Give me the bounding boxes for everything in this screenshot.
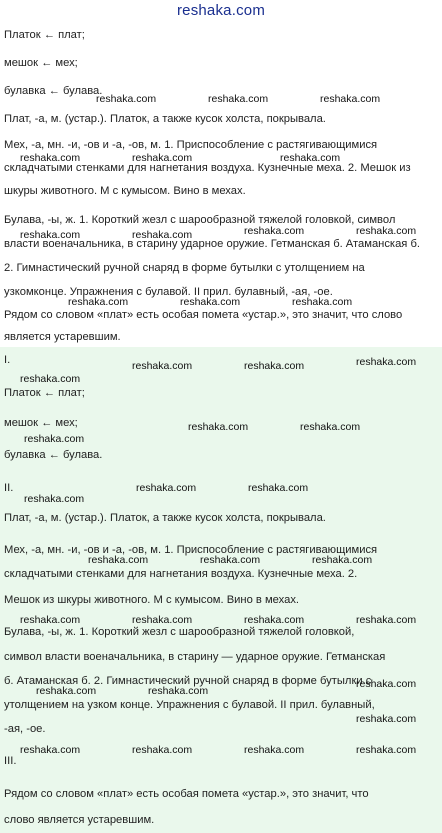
watermark: reshaka.com <box>188 421 249 433</box>
text-line: является устаревшим. <box>4 331 121 343</box>
watermark: reshaka.com <box>356 225 417 237</box>
watermark: reshaka.com <box>244 360 305 372</box>
text-line: узкомконце. Упражнения с булавой. II прил. булавный, -ая, -ое. <box>4 286 333 298</box>
text-line: складчатыми стенками для нагнетания воздуха. Кузнечные меха. 2. <box>4 568 358 580</box>
text-line: Булава, -ы, ж. 1. Короткий жезл с шарообразной тяжелой головкой, символ <box>4 214 396 226</box>
watermark: reshaka.com <box>136 482 197 494</box>
watermark: reshaka.com <box>280 152 341 164</box>
solution-section <box>0 347 442 833</box>
text-line: складчатыми стенками для нагнетания воздуха. Кузнечные меха. 2. Мешок из <box>4 162 411 174</box>
watermark: reshaka.com <box>20 229 81 241</box>
watermark: reshaka.com <box>248 482 309 494</box>
text-line: 2. Гимнастический ручной снаряд в форме бутылки с утолщением на <box>4 262 365 274</box>
watermark: reshaka.com <box>356 713 417 725</box>
watermark: reshaka.com <box>20 614 81 626</box>
section-number: II. <box>4 482 14 494</box>
watermark: reshaka.com <box>132 744 193 756</box>
text-line: власти военачальника, в старину ударное оружие. Гетманская б. Атаманская б. <box>4 238 420 250</box>
watermark: reshaka.com <box>24 433 85 445</box>
watermark: reshaka.com <box>320 93 381 105</box>
watermark: reshaka.com <box>244 225 305 237</box>
watermark: reshaka.com <box>292 296 353 308</box>
watermark: reshaka.com <box>200 554 261 566</box>
watermark: reshaka.com <box>24 493 85 505</box>
watermark: reshaka.com <box>132 614 193 626</box>
watermark: reshaka.com <box>312 554 373 566</box>
watermark: reshaka.com <box>148 685 209 697</box>
watermark: reshaka.com <box>132 152 193 164</box>
watermark: reshaka.com <box>356 744 417 756</box>
text-line: мешок ← мех; <box>4 57 78 69</box>
watermark: reshaka.com <box>20 744 81 756</box>
text-line: Платок ← плат; <box>4 29 85 41</box>
text-line: Рядом со словом «плат» есть особая помета «устар.», это значит, что слово <box>4 309 403 321</box>
watermark: reshaka.com <box>20 373 81 385</box>
text-line: Плат, -а, м. (устар.). Платок, а также кусок холста, покрывала. <box>4 113 326 125</box>
text-line: символ власти военачальника, в старину — ударное оружие. Гетманская <box>4 651 386 663</box>
watermark: reshaka.com <box>180 296 241 308</box>
text-line: Рядом со словом «плат» есть особая помета «устар.», это значит, что <box>4 788 369 800</box>
watermark: reshaka.com <box>36 685 97 697</box>
text-line: Мешок из шкуры животного. М с кумысом. Вино в мехах. <box>4 594 300 606</box>
watermark: reshaka.com <box>244 614 305 626</box>
watermark: reshaka.com <box>132 360 193 372</box>
watermark: reshaka.com <box>300 421 361 433</box>
watermark: reshaka.com <box>244 744 305 756</box>
watermark: reshaka.com <box>132 229 193 241</box>
watermark: reshaka.com <box>20 152 81 164</box>
text-line: мешок ← мех; <box>4 417 78 429</box>
watermark: reshaka.com <box>96 93 157 105</box>
watermark: reshaka.com <box>356 614 417 626</box>
text-line: Булава, -ы, ж. 1. Короткий жезл с шарообразной тяжелой головкой, <box>4 626 355 638</box>
text-line: Плат, -а, м. (устар.). Платок, а также кусок холста, покрывала. <box>4 512 326 524</box>
watermark: reshaka.com <box>356 678 417 690</box>
section-number: I. <box>4 354 11 366</box>
text-line: Платок ← плат; <box>4 387 85 399</box>
section-number: III. <box>4 755 17 767</box>
text-line: утолщением на узком конце. Упражнения с булавой. II прил. булавный, <box>4 699 375 711</box>
task-text-section <box>0 0 442 347</box>
text-line: булавка ← булава. <box>4 85 103 97</box>
watermark: reshaka.com <box>356 356 417 368</box>
text-line: шкуры животного. М с кумысом. Вино в мехах. <box>4 185 246 197</box>
text-line: -ая, -ое. <box>4 723 46 735</box>
text-line: Мех, -а, мн. -и, -ов и -а, -ов, м. 1. Приспособление с растягивающимися <box>4 139 378 151</box>
text-line: б. Атаманская б. 2. Гимнастический ручной снаряд в форме бутылки с <box>4 675 372 687</box>
watermark: reshaka.com <box>208 93 269 105</box>
text-line: Мех, -а, мн. -и, -ов и -а, -ов, м. 1. Приспособление с растягивающимися <box>4 544 378 556</box>
text-line: слово является устаревшим. <box>4 814 155 826</box>
text-line: булавка ← булава. <box>4 449 103 461</box>
site-logo[interactable]: reshaka.com <box>176 2 266 19</box>
watermark: reshaka.com <box>88 554 149 566</box>
watermark: reshaka.com <box>68 296 129 308</box>
